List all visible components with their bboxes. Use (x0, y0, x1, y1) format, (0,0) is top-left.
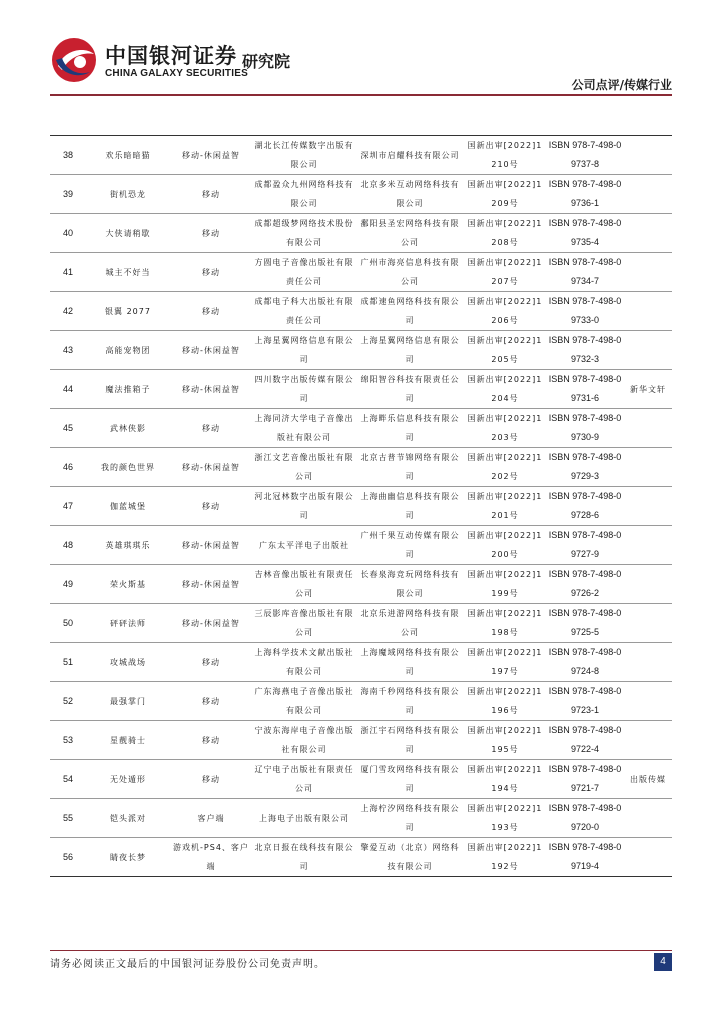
publisher-cell: 上海电子出版有限公司 (252, 799, 356, 838)
remark-cell (624, 604, 672, 643)
brand-name-cn: 中国银河证券 (105, 44, 237, 68)
game-category-cell: 移动 (170, 409, 252, 448)
page-number: 4 (654, 953, 672, 971)
operator-cell: 上海畔乐信息科技有限公司 (356, 409, 464, 448)
game-name-cell: 武林侠影 (86, 409, 170, 448)
approval-number-cell: 国新出审[2022]1210号 (464, 136, 546, 175)
operator-cell: 擎爱互动（北京）网络科技有限公司 (356, 838, 464, 877)
operator-cell: 浙江宇石网络科技有限公司 (356, 721, 464, 760)
game-category-cell: 移动 (170, 214, 252, 253)
remark-cell (624, 253, 672, 292)
game-category-cell: 移动 (170, 175, 252, 214)
operator-cell: 鄱阳县圣宏网络科技有限公司 (356, 214, 464, 253)
row-number-cell: 45 (50, 409, 86, 448)
publisher-cell: 上海星翼网络信息有限公司 (252, 331, 356, 370)
game-name-cell: 城主不好当 (86, 253, 170, 292)
operator-cell: 长春泉海竞玩网络科技有限公司 (356, 565, 464, 604)
operator-cell: 北京古普节锦网络有限公司 (356, 448, 464, 487)
operator-cell: 厦门雪玫网络科技有限公司 (356, 760, 464, 799)
table-row (50, 799, 672, 838)
remark-cell (624, 175, 672, 214)
game-name-cell: 星靓骑士 (86, 721, 170, 760)
publisher-cell: 方圆电子音像出版社有限责任公司 (252, 253, 356, 292)
game-name-cell: 大侠请稍歇 (86, 214, 170, 253)
publisher-cell: 成都盈众九州网络科技有限公司 (252, 175, 356, 214)
remark-cell (624, 136, 672, 175)
remark-cell (624, 682, 672, 721)
approval-number-cell: 国新出审[2022]1200号 (464, 526, 546, 565)
remark-cell: 新华文轩 (624, 370, 672, 409)
isbn-cell: ISBN 978-7-498-09722-4 (546, 721, 624, 760)
table-row (50, 526, 672, 565)
approval-number-cell: 国新出审[2022]1202号 (464, 448, 546, 487)
remark-cell (624, 331, 672, 370)
row-number-cell: 46 (50, 448, 86, 487)
isbn-cell: ISBN 978-7-498-09736-1 (546, 175, 624, 214)
table-row (50, 136, 672, 175)
game-category-cell: 移动-休闲益智 (170, 565, 252, 604)
game-name-cell: 攻城战场 (86, 643, 170, 682)
disclaimer-text: 请务必阅读正文最后的中国银河证券股份公司免责声明。 (50, 959, 325, 970)
remark-cell (624, 214, 672, 253)
approval-number-cell: 国新出审[2022]1207号 (464, 253, 546, 292)
row-number-cell: 49 (50, 565, 86, 604)
game-name-cell: 高能宠物团 (86, 331, 170, 370)
game-category-cell: 移动 (170, 253, 252, 292)
row-number-cell: 50 (50, 604, 86, 643)
operator-cell: 上海星翼网络信息有限公司 (356, 331, 464, 370)
table-row (50, 331, 672, 370)
table-row (50, 370, 672, 409)
approval-number-cell: 国新出审[2022]1196号 (464, 682, 546, 721)
isbn-cell: ISBN 978-7-498-09737-8 (546, 136, 624, 175)
isbn-cell: ISBN 978-7-498-09731-6 (546, 370, 624, 409)
publisher-cell: 广东太平洋电子出版社 (252, 526, 356, 565)
game-name-cell: 我的颜色世界 (86, 448, 170, 487)
game-category-cell: 客户端 (170, 799, 252, 838)
row-number-cell: 38 (50, 136, 86, 175)
row-number-cell: 54 (50, 760, 86, 799)
row-number-cell: 39 (50, 175, 86, 214)
publisher-cell: 辽宁电子出版社有限责任公司 (252, 760, 356, 799)
table-row (50, 214, 672, 253)
remark-cell (624, 526, 672, 565)
table-row (50, 175, 672, 214)
remark-cell (624, 838, 672, 877)
isbn-cell: ISBN 978-7-498-09727-9 (546, 526, 624, 565)
approval-number-cell: 国新出审[2022]1192号 (464, 838, 546, 877)
approval-number-cell: 国新出审[2022]1197号 (464, 643, 546, 682)
publisher-cell: 湖北长江传媒数字出版有限公司 (252, 136, 356, 175)
operator-cell: 绵阳智谷科技有限责任公司 (356, 370, 464, 409)
page-header (0, 0, 724, 100)
table-row (50, 682, 672, 721)
table-row (50, 604, 672, 643)
remark-cell (624, 565, 672, 604)
table-row (50, 721, 672, 760)
approval-number-cell: 国新出审[2022]1195号 (464, 721, 546, 760)
publisher-cell: 成都超级梦网络技术股份有限公司 (252, 214, 356, 253)
header-divider (50, 94, 672, 96)
game-category-cell: 移动 (170, 760, 252, 799)
row-number-cell: 55 (50, 799, 86, 838)
operator-cell: 北京多米互动网络科技有限公司 (356, 175, 464, 214)
game-category-cell: 移动 (170, 487, 252, 526)
isbn-cell: ISBN 978-7-498-09735-4 (546, 214, 624, 253)
remark-cell (624, 409, 672, 448)
approval-number-cell: 国新出审[2022]1201号 (464, 487, 546, 526)
table-row (50, 838, 672, 877)
approval-number-cell: 国新出审[2022]1198号 (464, 604, 546, 643)
table-body (50, 136, 672, 877)
game-category-cell: 移动 (170, 682, 252, 721)
operator-cell: 深圳市启耀科技有限公司 (356, 136, 464, 175)
game-name-cell: 最强掌门 (86, 682, 170, 721)
remark-cell (624, 721, 672, 760)
publisher-cell: 吉林音像出版社有限责任公司 (252, 565, 356, 604)
row-number-cell: 40 (50, 214, 86, 253)
operator-cell: 广州千果互动传媒有限公司 (356, 526, 464, 565)
game-name-cell: 魔法推箱子 (86, 370, 170, 409)
row-number-cell: 56 (50, 838, 86, 877)
game-name-cell: 无处遁形 (86, 760, 170, 799)
game-category-cell: 移动-休闲益智 (170, 604, 252, 643)
table-top-rule (50, 135, 672, 877)
operator-cell: 上海曲幽信息科技有限公司 (356, 487, 464, 526)
row-number-cell: 51 (50, 643, 86, 682)
remark-cell: 出版传媒 (624, 760, 672, 799)
isbn-cell: ISBN 978-7-498-09734-7 (546, 253, 624, 292)
game-name-cell: 铠头派对 (86, 799, 170, 838)
row-number-cell: 53 (50, 721, 86, 760)
publisher-cell: 三辰影库音像出版社有限公司 (252, 604, 356, 643)
isbn-cell: ISBN 978-7-498-09723-1 (546, 682, 624, 721)
isbn-cell: ISBN 978-7-498-09721-7 (546, 760, 624, 799)
game-category-cell: 移动 (170, 643, 252, 682)
remark-cell (624, 292, 672, 331)
publisher-cell: 上海科学技术文献出版社有限公司 (252, 643, 356, 682)
game-category-cell: 移动-休闲益智 (170, 136, 252, 175)
isbn-cell: ISBN 978-7-498-09732-3 (546, 331, 624, 370)
operator-cell: 广州市海亮信息科技有限公司 (356, 253, 464, 292)
isbn-cell: ISBN 978-7-498-09719-4 (546, 838, 624, 877)
row-number-cell: 52 (50, 682, 86, 721)
isbn-cell: ISBN 978-7-498-09724-8 (546, 643, 624, 682)
report-category: 公司点评/传媒行业 (571, 78, 672, 92)
approval-number-cell: 国新出审[2022]1206号 (464, 292, 546, 331)
approval-number-cell: 国新出审[2022]1193号 (464, 799, 546, 838)
game-approval-table (50, 135, 672, 877)
game-name-cell: 荣火斯基 (86, 565, 170, 604)
table-row (50, 292, 672, 331)
footer-divider (50, 950, 672, 951)
table-row (50, 643, 672, 682)
department-label: 研究院 (242, 52, 291, 71)
isbn-cell: ISBN 978-7-498-09733-0 (546, 292, 624, 331)
galaxy-logo-icon (50, 36, 98, 84)
publisher-cell: 宁波东海岸电子音像出版社有限公司 (252, 721, 356, 760)
game-category-cell: 移动-休闲益智 (170, 370, 252, 409)
publisher-cell: 四川数字出版传媒有限公司 (252, 370, 356, 409)
game-category-cell: 移动 (170, 292, 252, 331)
approval-number-cell: 国新出审[2022]1208号 (464, 214, 546, 253)
table-row (50, 448, 672, 487)
row-number-cell: 47 (50, 487, 86, 526)
approval-number-cell: 国新出审[2022]1194号 (464, 760, 546, 799)
publisher-cell: 北京日报在线科技有限公司 (252, 838, 356, 877)
publisher-cell: 广东海燕电子音像出版社有限公司 (252, 682, 356, 721)
brand-name-en: CHINA GALAXY SECURITIES (105, 68, 248, 79)
game-category-cell: 移动-休闲益智 (170, 526, 252, 565)
game-category-cell: 移动-休闲益智 (170, 448, 252, 487)
operator-cell: 上海魔域网络科技有限公司 (356, 643, 464, 682)
isbn-cell: ISBN 978-7-498-09729-3 (546, 448, 624, 487)
operator-cell: 北京乐进游网络科技有限公司 (356, 604, 464, 643)
isbn-cell: ISBN 978-7-498-09720-0 (546, 799, 624, 838)
isbn-cell: ISBN 978-7-498-09725-5 (546, 604, 624, 643)
approval-number-cell: 国新出审[2022]1205号 (464, 331, 546, 370)
game-name-cell: 欢乐暗暗猫 (86, 136, 170, 175)
game-category-cell: 移动 (170, 721, 252, 760)
row-number-cell: 44 (50, 370, 86, 409)
approval-number-cell: 国新出审[2022]1209号 (464, 175, 546, 214)
game-name-cell: 睛夜长梦 (86, 838, 170, 877)
publisher-cell: 浙江文艺音像出版社有限公司 (252, 448, 356, 487)
remark-cell (624, 448, 672, 487)
remark-cell (624, 487, 672, 526)
row-number-cell: 48 (50, 526, 86, 565)
operator-cell: 海南千秒网络科技有限公司 (356, 682, 464, 721)
approval-number-cell: 国新出审[2022]1204号 (464, 370, 546, 409)
publisher-cell: 河北冠林数字出版有限公司 (252, 487, 356, 526)
game-name-cell: 街机恐龙 (86, 175, 170, 214)
publisher-cell: 成都电子科大出版社有限责任公司 (252, 292, 356, 331)
table-row (50, 487, 672, 526)
approval-number-cell: 国新出审[2022]1203号 (464, 409, 546, 448)
remark-cell (624, 643, 672, 682)
publisher-cell: 上海同济大学电子音像出版社有限公司 (252, 409, 356, 448)
approval-number-cell: 国新出审[2022]1199号 (464, 565, 546, 604)
table-row (50, 565, 672, 604)
isbn-cell: ISBN 978-7-498-09730-9 (546, 409, 624, 448)
game-name-cell: 英雄琪琪乐 (86, 526, 170, 565)
game-name-cell: 砰砰法师 (86, 604, 170, 643)
isbn-cell: ISBN 978-7-498-09726-2 (546, 565, 624, 604)
table-row (50, 760, 672, 799)
table-row (50, 253, 672, 292)
row-number-cell: 41 (50, 253, 86, 292)
table-row (50, 409, 672, 448)
game-name-cell: 伽蓝城堡 (86, 487, 170, 526)
row-number-cell: 43 (50, 331, 86, 370)
game-name-cell: 银翼 2077 (86, 292, 170, 331)
game-category-cell: 游戏机-PS4、客户端 (170, 838, 252, 877)
operator-cell: 上海柠汐网络科技有限公司 (356, 799, 464, 838)
isbn-cell: ISBN 978-7-498-09728-6 (546, 487, 624, 526)
game-category-cell: 移动-休闲益智 (170, 331, 252, 370)
row-number-cell: 42 (50, 292, 86, 331)
operator-cell: 成都速鱼网络科技有限公司 (356, 292, 464, 331)
remark-cell (624, 799, 672, 838)
